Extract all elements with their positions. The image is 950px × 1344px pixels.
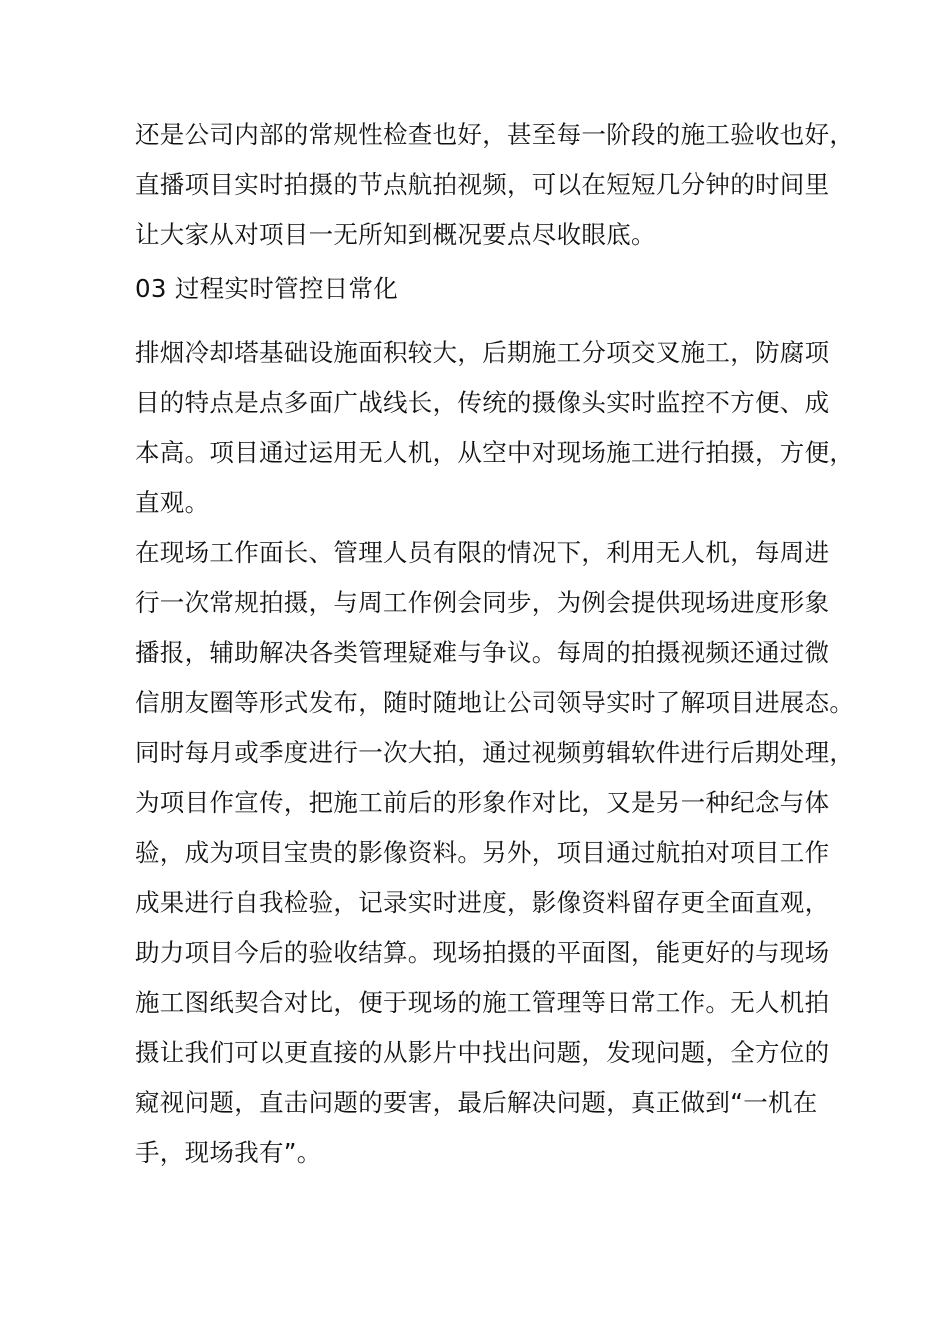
paragraph-3-line-2: 行一次常规拍摄，与周工作例会同步，为例会提供现场进度形象 xyxy=(135,588,830,617)
paragraph-2-line-4: 直观。 xyxy=(135,488,210,517)
paragraph-3-line-7: 验，成为项目宝贵的影像资料。另外，项目通过航拍对项目工作 xyxy=(135,838,830,867)
section-heading: 03 过程实时管控日常化 xyxy=(135,274,399,303)
paragraph-3-line-8: 成果进行自我检验，记录实时进度，影像资料留存更全面直观， xyxy=(135,888,830,917)
paragraph-1-line-2: 直播项目实时拍摄的节点航拍视频，可以在短短几分钟的时间里 xyxy=(135,170,830,199)
paragraph-1-line-3: 让大家从对项目一无所知到概况要点尽收眼底。 xyxy=(135,220,656,249)
paragraph-2-line-3: 本高。项目通过运用无人机，从空中对现场施工进行拍摄，方便， xyxy=(135,438,855,467)
paragraph-3-line-3: 播报，辅助解决各类管理疑难与争议。每周的拍摄视频还通过微 xyxy=(135,638,830,667)
paragraph-3-line-4: 信朋友圈等形式发布，随时随地让公司领导实时了解项目进展态。 xyxy=(135,688,855,717)
paragraph-3-line-11: 摄让我们可以更直接的从影片中找出问题，发现问题，全方位的 xyxy=(135,1038,830,1067)
paragraph-1-line-1: 还是公司内部的常规性检查也好，甚至每一阶段的施工验收也好， xyxy=(135,120,855,149)
paragraph-3-line-5: 同时每月或季度进行一次大拍，通过视频剪辑软件进行后期处理， xyxy=(135,738,855,767)
paragraph-2-line-1: 排烟冷却塔基础设施面积较大，后期施工分项交叉施工，防腐项 xyxy=(135,338,830,367)
paragraph-3-line-10: 施工图纸契合对比，便于现场的施工管理等日常工作。无人机拍 xyxy=(135,988,830,1017)
paragraph-3-line-12: 窥视问题，直击问题的要害，最后解决问题，真正做到“一机在 xyxy=(135,1088,818,1117)
paragraph-3-line-9: 助力项目今后的验收结算。现场拍摄的平面图，能更好的与现场 xyxy=(135,938,830,967)
paragraph-3-line-1: 在现场工作面长、管理人员有限的情况下，利用无人机，每周进 xyxy=(135,538,830,567)
paragraph-3-line-13: 手，现场我有”。 xyxy=(135,1138,322,1167)
paragraph-3-line-6: 为项目作宣传，把施工前后的形象作对比，又是另一种纪念与体 xyxy=(135,788,830,817)
paragraph-2-line-2: 目的特点是点多面广战线长，传统的摄像头实时监控不方便、成 xyxy=(135,388,830,417)
